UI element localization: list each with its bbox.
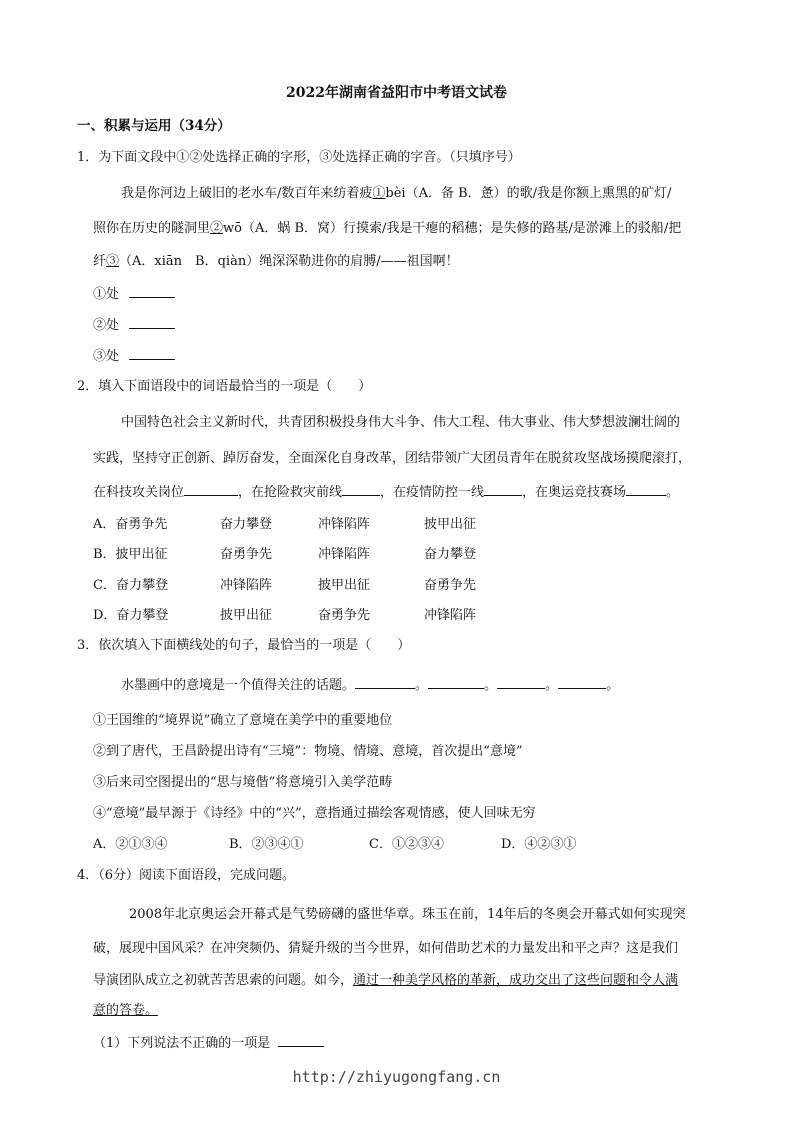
sub-question-text: （1）下列说法不正确的一项是 (93, 1036, 271, 1051)
q1-text: （A．xiān B．qiàn）绳深深勒进你的肩膊/——祖国啊！ (119, 254, 459, 269)
q2-text: ，在疫情防控一线 (380, 485, 485, 500)
question-4-line-2: 破，展现中国风采？在冲突频仍、猜疑升级的当今世界，如何借助艺术的力量发出和平之声？这是我们 (93, 941, 679, 956)
choice-b[interactable]: B．②③④① (229, 837, 304, 852)
option-word: 奋勇争先 (318, 608, 371, 623)
question-4-line-3 (93, 969, 678, 988)
q4-underlined: 通过一种美学风格的革新，成功交出了这些问题和令人满 (353, 973, 679, 988)
section-heading: 一、积累与运用（34分） (77, 118, 231, 134)
sentence-2: ②到了唐代，王昌龄提出诗有“三境”：物境、情境、意境，首次提出“意境” (93, 744, 523, 759)
fill-blank[interactable] (558, 676, 606, 689)
q1-text: 纤 (93, 254, 107, 269)
question-1-line-1 (121, 182, 671, 201)
option-word: 披甲出征 (318, 578, 371, 593)
q1-mark-2: ② (210, 221, 224, 236)
choice-row (93, 833, 576, 852)
q3-dot: 。 (545, 678, 559, 693)
option-word: A．奋勇争先 (93, 517, 168, 532)
choice-d[interactable]: D．④②③① (501, 837, 577, 852)
option-word: 披甲出征 (424, 517, 477, 532)
answer-blank[interactable] (129, 347, 175, 360)
option-row-d[interactable] (93, 604, 476, 623)
fill-blank[interactable] (428, 676, 484, 689)
question-1-line-3 (93, 250, 459, 269)
option-word: 冲锋陷阵 (318, 547, 371, 562)
option-word: 冲锋陷阵 (424, 608, 477, 623)
q2-text: ，在抢险救灾前线 (238, 485, 343, 500)
answer-label: ②处 (93, 318, 120, 333)
answer-line-2 (93, 314, 175, 333)
question-4-line-4: 意的答卷。 (93, 1003, 159, 1018)
sentence-1: ①王国维的“境界说”确立了意境在美学中的重要地位 (93, 713, 393, 728)
sentence-4: ④“意境”最早源于《诗经》中的“兴”，意指通过描绘客观情感，使人回味无穷 (93, 806, 536, 821)
question-2-line-3 (93, 481, 679, 500)
q2-text: 。 (666, 485, 680, 500)
option-word: C．奋力攀登 (93, 578, 168, 593)
question-3-stem: 3．依次填入下面横线处的句子，最恰当的一项是（ ） (77, 638, 411, 653)
answer-blank[interactable] (129, 316, 175, 329)
fill-blank[interactable] (626, 483, 666, 496)
question-4-stem: 4．（6分）阅读下面语段，完成问题。 (77, 868, 296, 883)
option-word: 冲锋陷阵 (318, 517, 371, 532)
answer-blank[interactable] (278, 1034, 324, 1047)
option-word: D．奋力攀登 (93, 608, 169, 623)
option-row-a[interactable] (93, 513, 476, 532)
page-title: 2022年湖南省益阳市中考语文试卷 (286, 85, 507, 101)
fill-blank[interactable] (484, 483, 522, 496)
q1-mark-3: ③ (106, 254, 120, 269)
q1-text: wō（A．蜗 B．窝）行摸索/我是干瘪的稻穗；是失修的路基/是淤滩上的驳船/把 (223, 221, 682, 236)
q3-dot: 。 (415, 678, 429, 693)
question-2-line-1: 中国特色社会主义新时代，共青团积极投身伟大斗争、伟大工程、伟大事业、伟大梦想波澜壮阔的 (121, 415, 681, 430)
q4-text: 导演团队成立之初就苦苦思索的问题。如今， (93, 973, 354, 988)
q1-text: bèi（A．备 B．惫）的歌/我是你额上熏黑的矿灯/ (385, 186, 672, 201)
fill-blank[interactable] (184, 483, 238, 496)
q1-mark-1: ① (372, 186, 386, 201)
sub-question-1 (93, 1032, 324, 1051)
option-word: B．披甲出征 (93, 547, 168, 562)
answer-blank[interactable] (129, 285, 175, 298)
option-word: 披甲出征 (220, 608, 273, 623)
q1-text: 照你在历史的隧洞里 (93, 221, 211, 236)
footer-watermark-url: http://zhiyugongfang.cn (292, 1068, 501, 1086)
q2-text: ，在奥运竞技赛场 (522, 485, 627, 500)
option-row-b[interactable] (93, 543, 476, 562)
q1-text: 我是你河边上破旧的老水车/数百年来纺着疲 (121, 186, 373, 201)
q3-dot: 。 (606, 678, 620, 693)
option-word: 奋力攀登 (424, 547, 477, 562)
q3-text: 水墨画中的意境是一个值得关注的话题。 (121, 678, 356, 693)
question-2-line-2: 实践，坚持守正创新、踔厉奋发，全面深化自身改革，团结带领广大团员青年在脱贫攻坚战场摸爬滚打， (93, 451, 692, 466)
q2-text: 在科技攻关岗位 (93, 485, 185, 500)
choice-c[interactable]: C．①②③④ (369, 837, 444, 852)
option-word: 奋力攀登 (220, 517, 273, 532)
fill-blank[interactable] (497, 676, 545, 689)
fill-blank[interactable] (342, 483, 380, 496)
option-word: 奋勇争先 (220, 547, 273, 562)
option-word: 奋勇争先 (424, 578, 477, 593)
question-1-stem: 1．为下面文段中①②处选择正确的字形，③处选择正确的字音。（只填序号） (77, 150, 521, 165)
sentence-3: ③后来司空图提出的“思与境偕”将意境引入美学范畴 (93, 775, 393, 790)
answer-line-1 (93, 283, 175, 302)
question-2-stem: 2．填入下面语段中的词语最恰当的一项是（ ） (77, 379, 372, 394)
answer-line-3 (93, 345, 175, 364)
answer-label: ①处 (93, 287, 120, 302)
fill-blank[interactable] (355, 676, 415, 689)
option-word: 冲锋陷阵 (220, 578, 273, 593)
question-4-line-1: 2008年北京奥运会开幕式是气势磅礴的盛世华章。珠玉在前，14年后的冬奥会开幕式如何实现突 (129, 907, 686, 922)
answer-label: ③处 (93, 349, 120, 364)
choice-a[interactable]: A．②①③④ (93, 837, 168, 852)
question-3-lead (121, 674, 619, 693)
question-1-line-2 (93, 217, 681, 236)
option-row-c[interactable] (93, 574, 476, 593)
q3-dot: 。 (484, 678, 498, 693)
